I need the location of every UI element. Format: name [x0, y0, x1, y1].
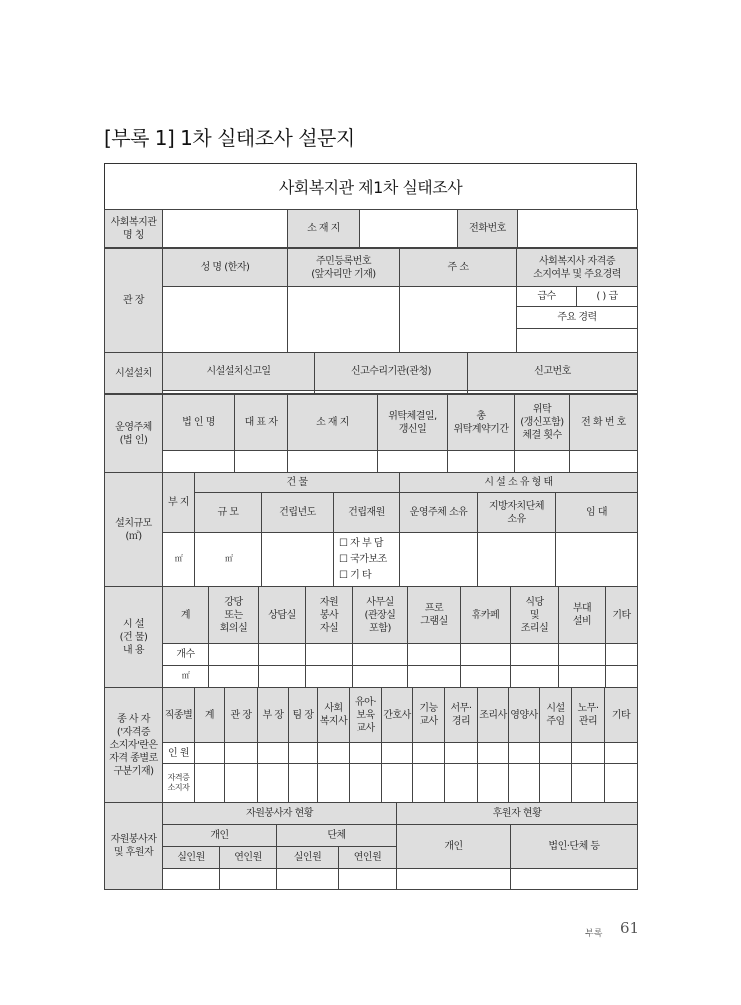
survey-title: 사회복지관 제1차 실태조사 [104, 163, 637, 209]
area-field[interactable] [511, 666, 559, 688]
footer-label: 부록 [585, 929, 603, 939]
content-etc-header: 기타 [606, 587, 638, 644]
page-heading: [부록 1] 1차 실태조사 설문지 [104, 126, 355, 150]
volunteer-sponsor-label: 자원봉사자 및 후원자 [105, 803, 163, 890]
report-no-header: 신고번호 [468, 353, 638, 391]
rrn-field[interactable] [288, 287, 400, 353]
certified-row-label: 자격증 소지자 [163, 764, 195, 803]
facility-install-label: 시설설치 [105, 353, 163, 394]
built-year-field[interactable] [262, 533, 334, 587]
group-cumulative-field[interactable] [339, 869, 397, 890]
labor-header: 노무· 관리 [572, 688, 605, 743]
grade-field[interactable]: ( ) 급 [577, 287, 638, 307]
director-name-header: 성 명 (한자) [163, 249, 288, 287]
count-field[interactable] [408, 644, 461, 666]
phone-field[interactable] [518, 210, 638, 248]
scale-header: 규 모 [195, 493, 262, 533]
team-lead-header: 팀 장 [289, 688, 318, 743]
group-actual-field[interactable] [277, 869, 339, 890]
corp-name-field[interactable] [163, 451, 235, 473]
career-label: 주요 경력 [517, 307, 638, 329]
certified-field[interactable] [350, 764, 382, 803]
childcare-teacher-header: 유아· 보육 교사 [350, 688, 382, 743]
building-header: 건 물 [195, 473, 400, 493]
own-gov-header: 지방자치단체 소유 [478, 493, 556, 533]
director-header: 관 장 [225, 688, 258, 743]
report-date-header: 시설설치신고일 [163, 353, 315, 391]
office-header: 사무실 (관장실 포함) [353, 587, 408, 644]
individual-cumulative-header: 연인원 [220, 847, 277, 869]
certified-field[interactable] [225, 764, 258, 803]
admin-header: 서무· 경리 [445, 688, 478, 743]
certified-field[interactable] [540, 764, 572, 803]
area-field[interactable] [408, 666, 461, 688]
individual-actual-field[interactable] [163, 869, 220, 890]
staff-count-field[interactable] [289, 743, 318, 764]
grade-label: 급수 [517, 287, 577, 307]
own-operator-header: 운영주체 소유 [400, 493, 478, 533]
count-field[interactable] [461, 644, 511, 666]
contract-count-header: 위탁 (갱신포함) 체결 횟수 [515, 395, 570, 451]
certified-field[interactable] [605, 764, 638, 803]
area-field[interactable] [259, 666, 306, 688]
operator-row-label: 운영주체 (법 인) [105, 395, 163, 473]
staff-count-field[interactable] [572, 743, 605, 764]
sponsor-corp-header: 법인·단체 등 [511, 825, 638, 869]
skill-teacher-header: 기능 교사 [413, 688, 445, 743]
fund-option-national[interactable]: ☐ 국가보조 [339, 553, 387, 565]
group-cumulative-header: 연인원 [339, 847, 397, 869]
contract-count-field[interactable] [515, 451, 570, 473]
contract-period-field[interactable] [448, 451, 515, 473]
area-field[interactable] [461, 666, 511, 688]
facility-content-table [104, 586, 638, 688]
fund-option-other[interactable]: ☐ 기 타 [339, 569, 372, 581]
counsel-header: 상담실 [259, 587, 306, 644]
count-row-label: 개수 [163, 644, 209, 666]
certified-field[interactable] [195, 764, 225, 803]
kitchen-header: 식당 및 조리실 [511, 587, 559, 644]
cook-header: 조리사 [478, 688, 509, 743]
corp-phone-field[interactable] [570, 451, 638, 473]
area-field[interactable] [306, 666, 353, 688]
hall-header: 강당 또는 회의실 [209, 587, 259, 644]
own-gov-field[interactable] [478, 533, 556, 587]
site-header: 부 지 [163, 473, 195, 533]
building-scale-field[interactable]: ㎡ [195, 533, 262, 587]
agency-header: 신고수리기관(관청) [315, 353, 468, 391]
scale-row-label: 설치규모 (㎡) [105, 473, 163, 587]
director-table [104, 248, 638, 353]
sponsor-corp-field[interactable] [511, 869, 638, 890]
page-number: 61 [620, 919, 640, 937]
built-year-header: 건립년도 [262, 493, 334, 533]
facility-manager-header: 시설 주임 [540, 688, 572, 743]
certified-field[interactable] [413, 764, 445, 803]
area-row-label: ㎡ [163, 666, 209, 688]
staff-count-field[interactable] [478, 743, 509, 764]
center-name-label: 사회복지관 명 칭 [105, 210, 163, 248]
count-field[interactable] [353, 644, 408, 666]
count-field[interactable] [306, 644, 353, 666]
staff-count-field[interactable] [195, 743, 225, 764]
area-field[interactable] [353, 666, 408, 688]
director-name-field[interactable] [163, 287, 288, 353]
area-field[interactable] [606, 666, 638, 688]
contract-period-header: 총 위탁계약기간 [448, 395, 515, 451]
staff-count-field[interactable] [413, 743, 445, 764]
program-room-header: 프로 그램실 [408, 587, 461, 644]
count-field[interactable] [559, 644, 606, 666]
count-field[interactable] [209, 644, 259, 666]
certified-field[interactable] [445, 764, 478, 803]
contract-date-field[interactable] [378, 451, 448, 473]
nurse-header: 간호사 [382, 688, 413, 743]
volunteer-room-header: 자원 봉사 자실 [306, 587, 353, 644]
corp-name-header: 법 인 명 [163, 395, 235, 451]
content-total-header: 계 [163, 587, 209, 644]
rrn-header: 주민등록번호 (앞자리만 기재) [288, 249, 400, 287]
count-field[interactable] [259, 644, 306, 666]
career-field[interactable] [517, 329, 638, 353]
site-area-field[interactable]: ㎡ [163, 533, 195, 587]
staff-count-field[interactable] [318, 743, 350, 764]
staff-table [104, 687, 638, 803]
sponsor-status-header: 후원자 현황 [397, 803, 638, 825]
certified-field[interactable] [382, 764, 413, 803]
individual-actual-header: 실인원 [163, 847, 220, 869]
staff-count-row-label: 인 원 [163, 743, 195, 764]
fund-header: 건립재원 [334, 493, 400, 533]
certified-field[interactable] [478, 764, 509, 803]
area-field[interactable] [559, 666, 606, 688]
certificate-header: 사회복지사 자격증 소지여부 및 주요경력 [517, 249, 638, 287]
count-field[interactable] [606, 644, 638, 666]
corp-location-header: 소 재 지 [288, 395, 378, 451]
volunteer-status-header: 자원봉사자 현황 [163, 803, 397, 825]
certified-field[interactable] [572, 764, 605, 803]
job-type-header: 직종별 [163, 688, 195, 743]
center-name-field[interactable] [163, 210, 288, 248]
corp-phone-header: 전 화 번 호 [570, 395, 638, 451]
volunteer-sponsor-table [104, 802, 638, 890]
staff-count-field[interactable] [382, 743, 413, 764]
nutritionist-header: 영양사 [509, 688, 540, 743]
director-address-header: 주 소 [400, 249, 517, 287]
staff-count-field[interactable] [540, 743, 572, 764]
sponsor-individual-header: 개인 [397, 825, 511, 869]
volunteer-individual-header: 개인 [163, 825, 277, 847]
staff-etc-header: 기타 [605, 688, 638, 743]
staff-count-field[interactable] [258, 743, 289, 764]
fund-options[interactable] [334, 533, 400, 587]
area-field[interactable] [209, 666, 259, 688]
director-row-label: 관 장 [105, 249, 163, 353]
certified-field[interactable] [258, 764, 289, 803]
social-worker-header: 사회 복지사 [318, 688, 350, 743]
lounge-header: 휴카페 [461, 587, 511, 644]
fund-option-self[interactable]: ☐ 자 부 담 [339, 537, 383, 549]
staff-row-label: 종 사 자 ('자격증 소지자'란은 자격 종별로 구분기재) [105, 688, 163, 803]
director-address-field[interactable] [400, 287, 517, 353]
corp-location-field[interactable] [288, 451, 378, 473]
phone-label: 전화번호 [458, 210, 518, 248]
lease-header: 임 대 [556, 493, 638, 533]
contract-date-header: 위탁체결일, 갱신일 [378, 395, 448, 451]
address-label: 소 재 지 [288, 210, 360, 248]
dept-head-header: 부 장 [258, 688, 289, 743]
group-actual-header: 실인원 [277, 847, 339, 869]
center-info-table [104, 209, 638, 248]
representative-field[interactable] [235, 451, 288, 473]
staff-total-header: 계 [195, 688, 225, 743]
operator-table [104, 394, 638, 473]
individual-cumulative-field[interactable] [220, 869, 277, 890]
ownership-header: 시 설 소 유 형 태 [400, 473, 638, 493]
address-field[interactable] [360, 210, 458, 248]
facility-install-table [104, 352, 638, 394]
staff-count-field[interactable] [509, 743, 540, 764]
count-field[interactable] [511, 644, 559, 666]
own-operator-field[interactable] [400, 533, 478, 587]
scale-table [104, 472, 638, 587]
facility-content-label: 시 설 (건 물) 내 용 [105, 587, 163, 688]
staff-count-field[interactable] [350, 743, 382, 764]
certified-field[interactable] [509, 764, 540, 803]
certified-field[interactable] [289, 764, 318, 803]
staff-count-field[interactable] [445, 743, 478, 764]
staff-count-field[interactable] [605, 743, 638, 764]
auxiliary-header: 부대 설비 [559, 587, 606, 644]
certified-field[interactable] [318, 764, 350, 803]
sponsor-individual-field[interactable] [397, 869, 511, 890]
staff-count-field[interactable] [225, 743, 258, 764]
representative-header: 대 표 자 [235, 395, 288, 451]
lease-field[interactable] [556, 533, 638, 587]
volunteer-group-header: 단체 [277, 825, 397, 847]
